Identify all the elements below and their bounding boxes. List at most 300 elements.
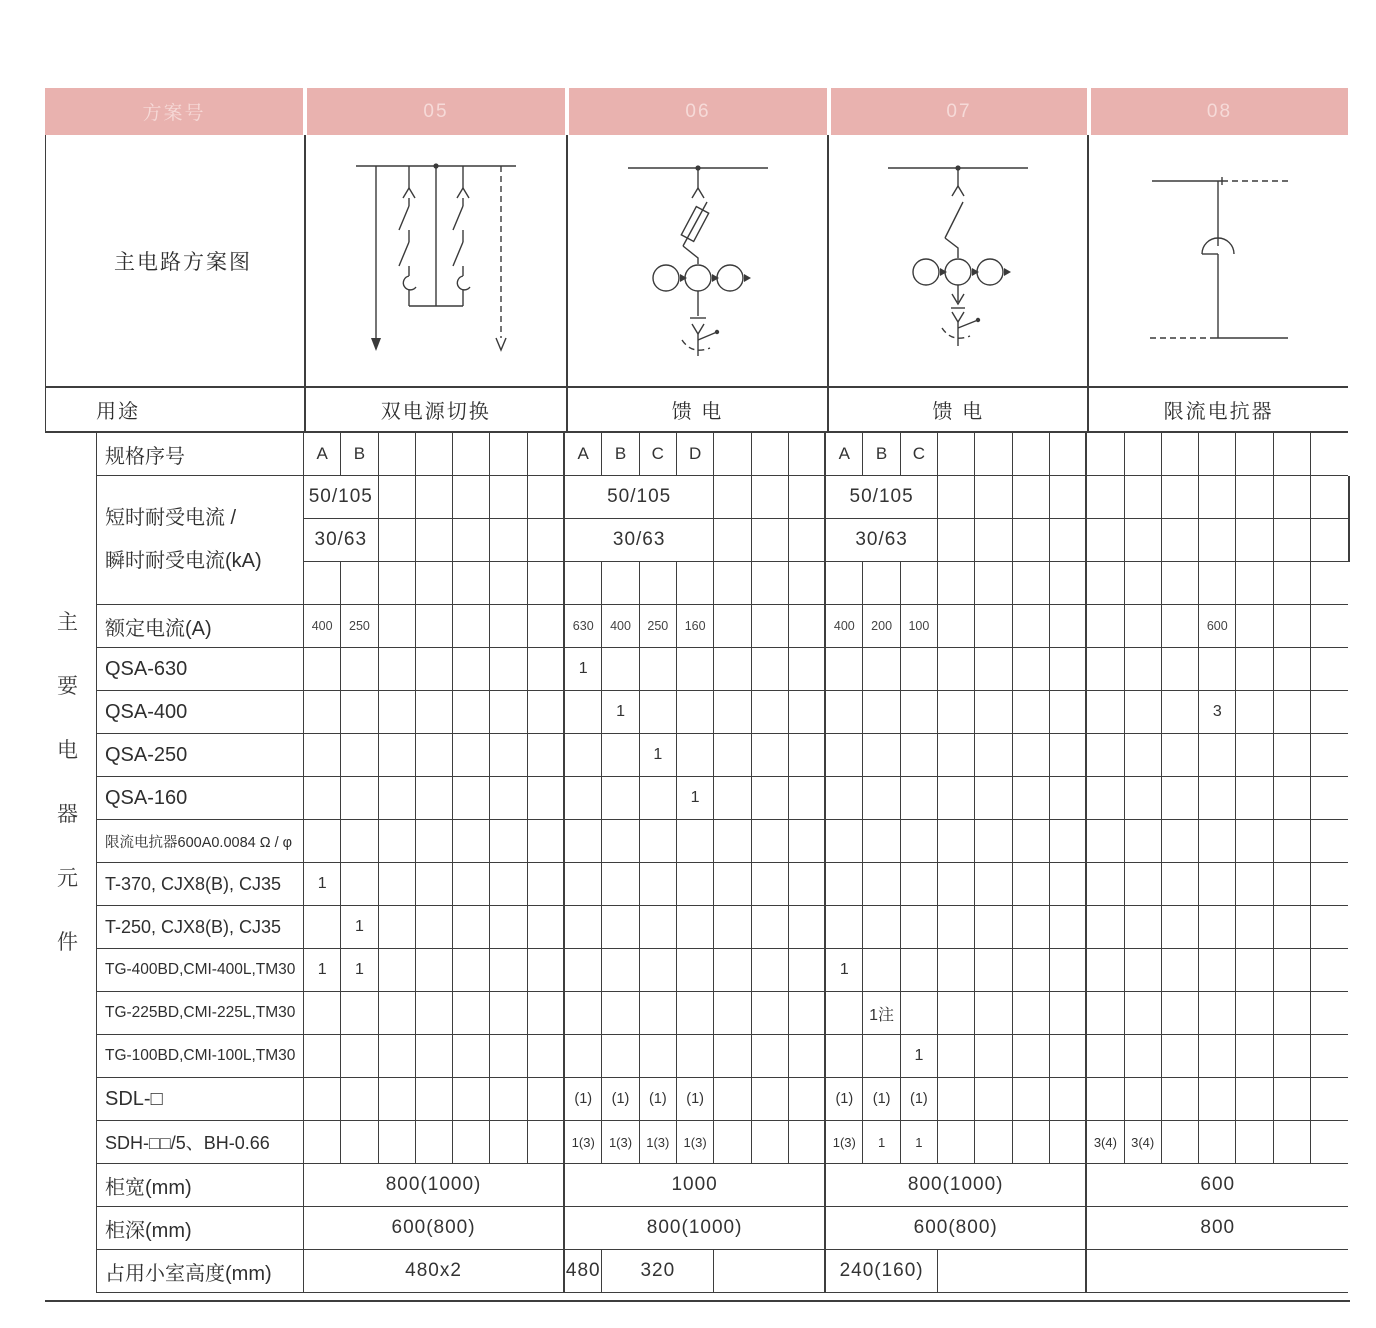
grid-cell bbox=[1236, 992, 1273, 1035]
grid-cell bbox=[1274, 734, 1311, 777]
table-bottom-border bbox=[45, 1300, 1350, 1302]
grid-cell bbox=[304, 734, 341, 777]
grid-cell bbox=[975, 992, 1012, 1035]
grid-cell bbox=[975, 863, 1012, 906]
grid-cell bbox=[1013, 734, 1050, 777]
grid-cell bbox=[341, 863, 378, 906]
grid-cell: 1 bbox=[602, 691, 639, 734]
grid-cell bbox=[528, 734, 565, 777]
grid-cell bbox=[901, 562, 938, 605]
grid-cell bbox=[752, 433, 789, 476]
grid-cell bbox=[938, 476, 975, 519]
grid-cell bbox=[752, 1121, 789, 1164]
grid-cell bbox=[1199, 906, 1236, 949]
grid-cell: 50/105 bbox=[565, 476, 714, 519]
grid-cell: 30/63 bbox=[826, 519, 938, 562]
grid-cell bbox=[1125, 562, 1162, 605]
diagram-row-label: 主电路方案图 bbox=[114, 250, 252, 274]
grid-cell bbox=[1050, 605, 1087, 648]
grid-cell bbox=[490, 476, 527, 519]
grid-cell bbox=[1274, 1035, 1311, 1078]
grid-cell bbox=[490, 777, 527, 820]
grid-cell bbox=[490, 820, 527, 863]
grid-cell bbox=[1199, 992, 1236, 1035]
grid-cell bbox=[453, 648, 490, 691]
grid-cell bbox=[1162, 519, 1199, 562]
grid-cell bbox=[789, 648, 826, 691]
grid-cell bbox=[1236, 949, 1273, 992]
grid-cell: C bbox=[901, 433, 938, 476]
scheme-header-05: 05 bbox=[307, 88, 565, 135]
grid-cell bbox=[1199, 949, 1236, 992]
grid-cell bbox=[863, 734, 900, 777]
grid-cell bbox=[565, 562, 602, 605]
grid-cell: 250 bbox=[640, 605, 677, 648]
grid-cell bbox=[1274, 1121, 1311, 1164]
grid-cell bbox=[565, 734, 602, 777]
grid-cell bbox=[714, 820, 751, 863]
grid-cell bbox=[1087, 519, 1124, 562]
grid-cell bbox=[975, 648, 1012, 691]
grid-cell bbox=[938, 648, 975, 691]
row-label: 占用小室高度(mm) bbox=[97, 1250, 304, 1293]
grid-cell bbox=[863, 906, 900, 949]
grid-cell bbox=[453, 1035, 490, 1078]
grid-cell bbox=[379, 992, 416, 1035]
grid-cell bbox=[1311, 476, 1348, 519]
grid-cell bbox=[938, 777, 975, 820]
grid-cell bbox=[490, 519, 527, 562]
grid-cell bbox=[1274, 863, 1311, 906]
grid-cell bbox=[752, 1078, 789, 1121]
grid-cell bbox=[1013, 949, 1050, 992]
grid-cell bbox=[975, 906, 1012, 949]
grid-cell bbox=[528, 605, 565, 648]
grid-cell bbox=[1236, 433, 1273, 476]
usage-08: 限流电抗器 bbox=[1087, 388, 1348, 431]
grid-cell bbox=[1050, 476, 1087, 519]
grid-cell bbox=[379, 1078, 416, 1121]
grid-cell bbox=[1013, 562, 1050, 605]
grid-cell bbox=[1013, 433, 1050, 476]
circuit-diagram-07 bbox=[827, 135, 1087, 386]
grid-cell: B bbox=[863, 433, 900, 476]
grid-cell bbox=[1087, 648, 1124, 691]
grid-cell bbox=[752, 820, 789, 863]
row-label: SDH-□□/5、BH-0.66 bbox=[97, 1121, 304, 1164]
grid-cell bbox=[304, 820, 341, 863]
grid-cell bbox=[1087, 476, 1124, 519]
grid-cell bbox=[1236, 820, 1273, 863]
grid-cell bbox=[975, 691, 1012, 734]
circuit-diagram-06 bbox=[566, 135, 828, 386]
grid-cell bbox=[416, 691, 453, 734]
grid-cell bbox=[714, 605, 751, 648]
grid-cell bbox=[1125, 433, 1162, 476]
grid-cell: 1(3) bbox=[602, 1121, 639, 1164]
grid-cell bbox=[565, 906, 602, 949]
grid-cell bbox=[341, 1121, 378, 1164]
grid-cell bbox=[1125, 519, 1162, 562]
grid-cell bbox=[863, 562, 900, 605]
grid-cell bbox=[1050, 949, 1087, 992]
grid-cell bbox=[528, 777, 565, 820]
grid-cell bbox=[453, 605, 490, 648]
grid-cell bbox=[490, 605, 527, 648]
scheme-header-08: 08 bbox=[1091, 88, 1348, 135]
grid-cell bbox=[789, 1035, 826, 1078]
grid-cell bbox=[1274, 949, 1311, 992]
grid-cell bbox=[677, 949, 714, 992]
grid-cell: 50/105 bbox=[304, 476, 379, 519]
grid-cell: 1 bbox=[341, 949, 378, 992]
grid-cell bbox=[975, 1078, 1012, 1121]
grid-cell bbox=[640, 863, 677, 906]
row-label: TG-225BD,CMI-225L,TM30 bbox=[97, 992, 304, 1035]
grid-cell bbox=[1087, 691, 1124, 734]
grid-cell bbox=[528, 519, 565, 562]
grid-cell bbox=[938, 691, 975, 734]
grid-cell bbox=[453, 734, 490, 777]
grid-cell bbox=[565, 777, 602, 820]
grid-cell bbox=[602, 777, 639, 820]
grid-cell: 1(3) bbox=[826, 1121, 863, 1164]
grid-cell bbox=[1162, 1121, 1199, 1164]
grid-cell bbox=[341, 777, 378, 820]
grid-cell bbox=[416, 1121, 453, 1164]
grid-cell bbox=[341, 691, 378, 734]
grid-cell bbox=[490, 433, 527, 476]
grid-cell bbox=[1087, 734, 1124, 777]
grid-cell bbox=[528, 433, 565, 476]
grid-cell bbox=[304, 1121, 341, 1164]
grid-cell: C bbox=[640, 433, 677, 476]
grid-cell bbox=[789, 1121, 826, 1164]
grid-cell bbox=[1013, 1035, 1050, 1078]
grid-cell bbox=[640, 992, 677, 1035]
grid-cell bbox=[379, 433, 416, 476]
grid-cell bbox=[1125, 777, 1162, 820]
grid-cell bbox=[416, 863, 453, 906]
grid-cell bbox=[975, 777, 1012, 820]
usage-07: 馈 电 bbox=[827, 388, 1087, 431]
grid-cell bbox=[714, 1121, 751, 1164]
grid-cell bbox=[1125, 1035, 1162, 1078]
grid-cell bbox=[1274, 777, 1311, 820]
grid-cell: 600 bbox=[1199, 605, 1236, 648]
grid-cell bbox=[416, 562, 453, 605]
grid-cell bbox=[1311, 863, 1348, 906]
grid-cell bbox=[1199, 519, 1236, 562]
grid-cell: 160 bbox=[677, 605, 714, 648]
grid-cell bbox=[901, 992, 938, 1035]
circuit-diagram-08 bbox=[1087, 135, 1348, 386]
grid-cell bbox=[1236, 519, 1273, 562]
grid-cell bbox=[379, 820, 416, 863]
grid-cell bbox=[863, 777, 900, 820]
grid-cell bbox=[416, 605, 453, 648]
grid-cell bbox=[640, 691, 677, 734]
grid-cell bbox=[1162, 476, 1199, 519]
grid-cell bbox=[714, 1078, 751, 1121]
grid-cell bbox=[789, 433, 826, 476]
grid-cell bbox=[1162, 949, 1199, 992]
grid-cell bbox=[1199, 820, 1236, 863]
grid-cell bbox=[826, 820, 863, 863]
grid-cell bbox=[490, 992, 527, 1035]
grid-cell: 1 bbox=[826, 949, 863, 992]
grid-cell bbox=[714, 648, 751, 691]
grid-cell bbox=[1087, 949, 1124, 992]
grid-cell bbox=[1162, 605, 1199, 648]
grid-cell bbox=[602, 734, 639, 777]
grid-cell bbox=[1162, 648, 1199, 691]
grid-cell bbox=[1125, 949, 1162, 992]
grid-cell bbox=[1087, 863, 1124, 906]
grid-cell bbox=[416, 820, 453, 863]
grid-cell bbox=[416, 433, 453, 476]
grid-cell bbox=[640, 820, 677, 863]
grid-cell bbox=[528, 1078, 565, 1121]
grid-cell bbox=[528, 1035, 565, 1078]
grid-cell bbox=[789, 476, 826, 519]
grid-cell bbox=[677, 1035, 714, 1078]
grid-cell: A bbox=[304, 433, 341, 476]
grid-cell: 320 bbox=[602, 1250, 714, 1293]
grid-cell bbox=[863, 691, 900, 734]
grid-cell: 1 bbox=[304, 949, 341, 992]
grid-cell bbox=[677, 562, 714, 605]
grid-cell bbox=[1199, 1078, 1236, 1121]
grid-cell bbox=[416, 519, 453, 562]
grid-cell bbox=[901, 734, 938, 777]
grid-cell: 1 bbox=[901, 1121, 938, 1164]
grid-cell bbox=[1013, 863, 1050, 906]
grid-cell bbox=[1050, 648, 1087, 691]
grid-cell bbox=[1087, 992, 1124, 1035]
row-label: T-250, CJX8(B), CJ35 bbox=[97, 906, 304, 949]
grid-cell bbox=[938, 562, 975, 605]
grid-cell bbox=[528, 992, 565, 1035]
grid-cell bbox=[826, 562, 863, 605]
grid-cell bbox=[901, 648, 938, 691]
grid-cell: 1(3) bbox=[677, 1121, 714, 1164]
grid-cell bbox=[1162, 691, 1199, 734]
grid-cell bbox=[379, 777, 416, 820]
grid-cell bbox=[1013, 648, 1050, 691]
grid-cell bbox=[453, 433, 490, 476]
scheme-header-row bbox=[45, 88, 1348, 135]
grid-cell bbox=[490, 648, 527, 691]
grid-cell bbox=[752, 734, 789, 777]
grid-cell bbox=[938, 1035, 975, 1078]
grid-cell bbox=[1050, 863, 1087, 906]
grid-cell bbox=[1199, 863, 1236, 906]
grid-cell bbox=[416, 1035, 453, 1078]
grid-cell bbox=[1087, 562, 1124, 605]
grid-cell bbox=[341, 734, 378, 777]
grid-cell: 600 bbox=[1087, 1164, 1348, 1207]
grid-cell bbox=[789, 519, 826, 562]
grid-cell bbox=[1050, 519, 1087, 562]
grid-cell bbox=[565, 992, 602, 1035]
grid-cell bbox=[1162, 820, 1199, 863]
grid-cell bbox=[975, 949, 1012, 992]
grid-cell bbox=[528, 949, 565, 992]
grid-cell bbox=[565, 949, 602, 992]
grid-cell bbox=[1125, 648, 1162, 691]
grid-cell bbox=[1050, 562, 1087, 605]
grid-cell bbox=[938, 1078, 975, 1121]
grid-cell bbox=[1236, 734, 1273, 777]
grid-cell bbox=[304, 691, 341, 734]
grid-cell: A bbox=[826, 433, 863, 476]
grid-cell bbox=[863, 648, 900, 691]
grid-cell bbox=[752, 562, 789, 605]
grid-cell bbox=[938, 605, 975, 648]
grid-cell bbox=[1125, 906, 1162, 949]
grid-cell bbox=[416, 906, 453, 949]
grid-cell: 800 bbox=[1087, 1207, 1348, 1250]
grid-cell bbox=[752, 906, 789, 949]
grid-cell bbox=[1162, 734, 1199, 777]
grid-cell bbox=[453, 777, 490, 820]
grid-cell bbox=[789, 734, 826, 777]
grid-cell: 240(160) bbox=[826, 1250, 938, 1293]
grid-cell bbox=[379, 949, 416, 992]
grid-cell bbox=[1199, 1035, 1236, 1078]
grid-cell: 30/63 bbox=[304, 519, 379, 562]
grid-cell bbox=[901, 863, 938, 906]
grid-cell bbox=[863, 820, 900, 863]
grid-cell: 800(1000) bbox=[826, 1164, 1087, 1207]
grid-cell bbox=[938, 820, 975, 863]
grid-cell: 400 bbox=[304, 605, 341, 648]
grid-cell bbox=[1125, 734, 1162, 777]
grid-cell bbox=[1087, 777, 1124, 820]
grid-cell bbox=[1274, 476, 1311, 519]
grid-cell: 1 bbox=[677, 777, 714, 820]
grid-cell bbox=[490, 1121, 527, 1164]
grid-cell bbox=[1199, 734, 1236, 777]
grid-cell bbox=[304, 1078, 341, 1121]
grid-cell: 1注 bbox=[863, 992, 900, 1035]
grid-cell bbox=[752, 949, 789, 992]
grid-cell: 1000 bbox=[565, 1164, 826, 1207]
grid-cell bbox=[1311, 949, 1348, 992]
grid-cell bbox=[1236, 863, 1273, 906]
grid-cell bbox=[975, 519, 1012, 562]
grid-cell bbox=[490, 949, 527, 992]
grid-cell bbox=[1349, 476, 1350, 519]
grid-cell bbox=[938, 1250, 1087, 1293]
spec-grid bbox=[96, 433, 1350, 1293]
grid-cell bbox=[1311, 906, 1348, 949]
grid-cell bbox=[416, 992, 453, 1035]
grid-cell bbox=[826, 1035, 863, 1078]
grid-cell bbox=[379, 605, 416, 648]
grid-cell: 600(800) bbox=[304, 1207, 565, 1250]
grid-cell bbox=[453, 949, 490, 992]
grid-cell bbox=[1311, 1121, 1348, 1164]
grid-cell bbox=[602, 992, 639, 1035]
grid-cell bbox=[1199, 562, 1236, 605]
grid-cell bbox=[453, 519, 490, 562]
grid-cell bbox=[1311, 992, 1348, 1035]
grid-cell: 3 bbox=[1199, 691, 1236, 734]
grid-cell bbox=[1236, 691, 1273, 734]
grid-cell: 800(1000) bbox=[304, 1164, 565, 1207]
grid-cell bbox=[1125, 476, 1162, 519]
grid-cell bbox=[1013, 1121, 1050, 1164]
row-label: 柜宽(mm) bbox=[97, 1164, 304, 1207]
grid-cell bbox=[1125, 992, 1162, 1035]
grid-cell bbox=[304, 562, 341, 605]
grid-cell bbox=[1050, 1121, 1087, 1164]
grid-cell bbox=[863, 1035, 900, 1078]
grid-cell bbox=[1236, 1121, 1273, 1164]
grid-cell: 1 bbox=[640, 734, 677, 777]
grid-cell bbox=[938, 992, 975, 1035]
grid-cell bbox=[528, 648, 565, 691]
grid-cell: (1) bbox=[602, 1078, 639, 1121]
grid-cell bbox=[1274, 605, 1311, 648]
grid-cell bbox=[826, 777, 863, 820]
grid-cell bbox=[975, 820, 1012, 863]
grid-cell bbox=[1125, 605, 1162, 648]
grid-cell bbox=[863, 863, 900, 906]
grid-cell bbox=[752, 1035, 789, 1078]
grid-cell bbox=[752, 605, 789, 648]
grid-cell bbox=[1050, 1035, 1087, 1078]
grid-cell: 250 bbox=[341, 605, 378, 648]
grid-cell bbox=[1274, 906, 1311, 949]
grid-cell bbox=[1013, 820, 1050, 863]
grid-cell bbox=[1274, 519, 1311, 562]
grid-cell: 1 bbox=[341, 906, 378, 949]
grid-cell: 1(3) bbox=[640, 1121, 677, 1164]
grid-cell bbox=[714, 906, 751, 949]
grid-cell bbox=[453, 562, 490, 605]
grid-cell bbox=[1050, 1078, 1087, 1121]
grid-cell: (1) bbox=[826, 1078, 863, 1121]
grid-cell bbox=[304, 992, 341, 1035]
grid-cell bbox=[490, 863, 527, 906]
grid-cell: B bbox=[341, 433, 378, 476]
grid-cell bbox=[416, 1078, 453, 1121]
grid-cell bbox=[938, 433, 975, 476]
grid-cell bbox=[1349, 519, 1350, 562]
grid-cell bbox=[938, 949, 975, 992]
grid-cell bbox=[789, 992, 826, 1035]
grid-cell bbox=[714, 433, 751, 476]
grid-cell bbox=[416, 648, 453, 691]
grid-cell bbox=[1311, 691, 1348, 734]
grid-cell bbox=[1013, 605, 1050, 648]
grid-cell: 100 bbox=[901, 605, 938, 648]
grid-cell bbox=[1050, 691, 1087, 734]
grid-cell bbox=[453, 476, 490, 519]
grid-cell bbox=[602, 863, 639, 906]
grid-cell bbox=[714, 1035, 751, 1078]
row-label: QSA-160 bbox=[97, 777, 304, 820]
grid-cell: 1(3) bbox=[565, 1121, 602, 1164]
grid-cell bbox=[1311, 1078, 1348, 1121]
grid-cell bbox=[379, 1035, 416, 1078]
grid-cell: (1) bbox=[901, 1078, 938, 1121]
grid-cell bbox=[863, 949, 900, 992]
grid-cell bbox=[565, 1035, 602, 1078]
